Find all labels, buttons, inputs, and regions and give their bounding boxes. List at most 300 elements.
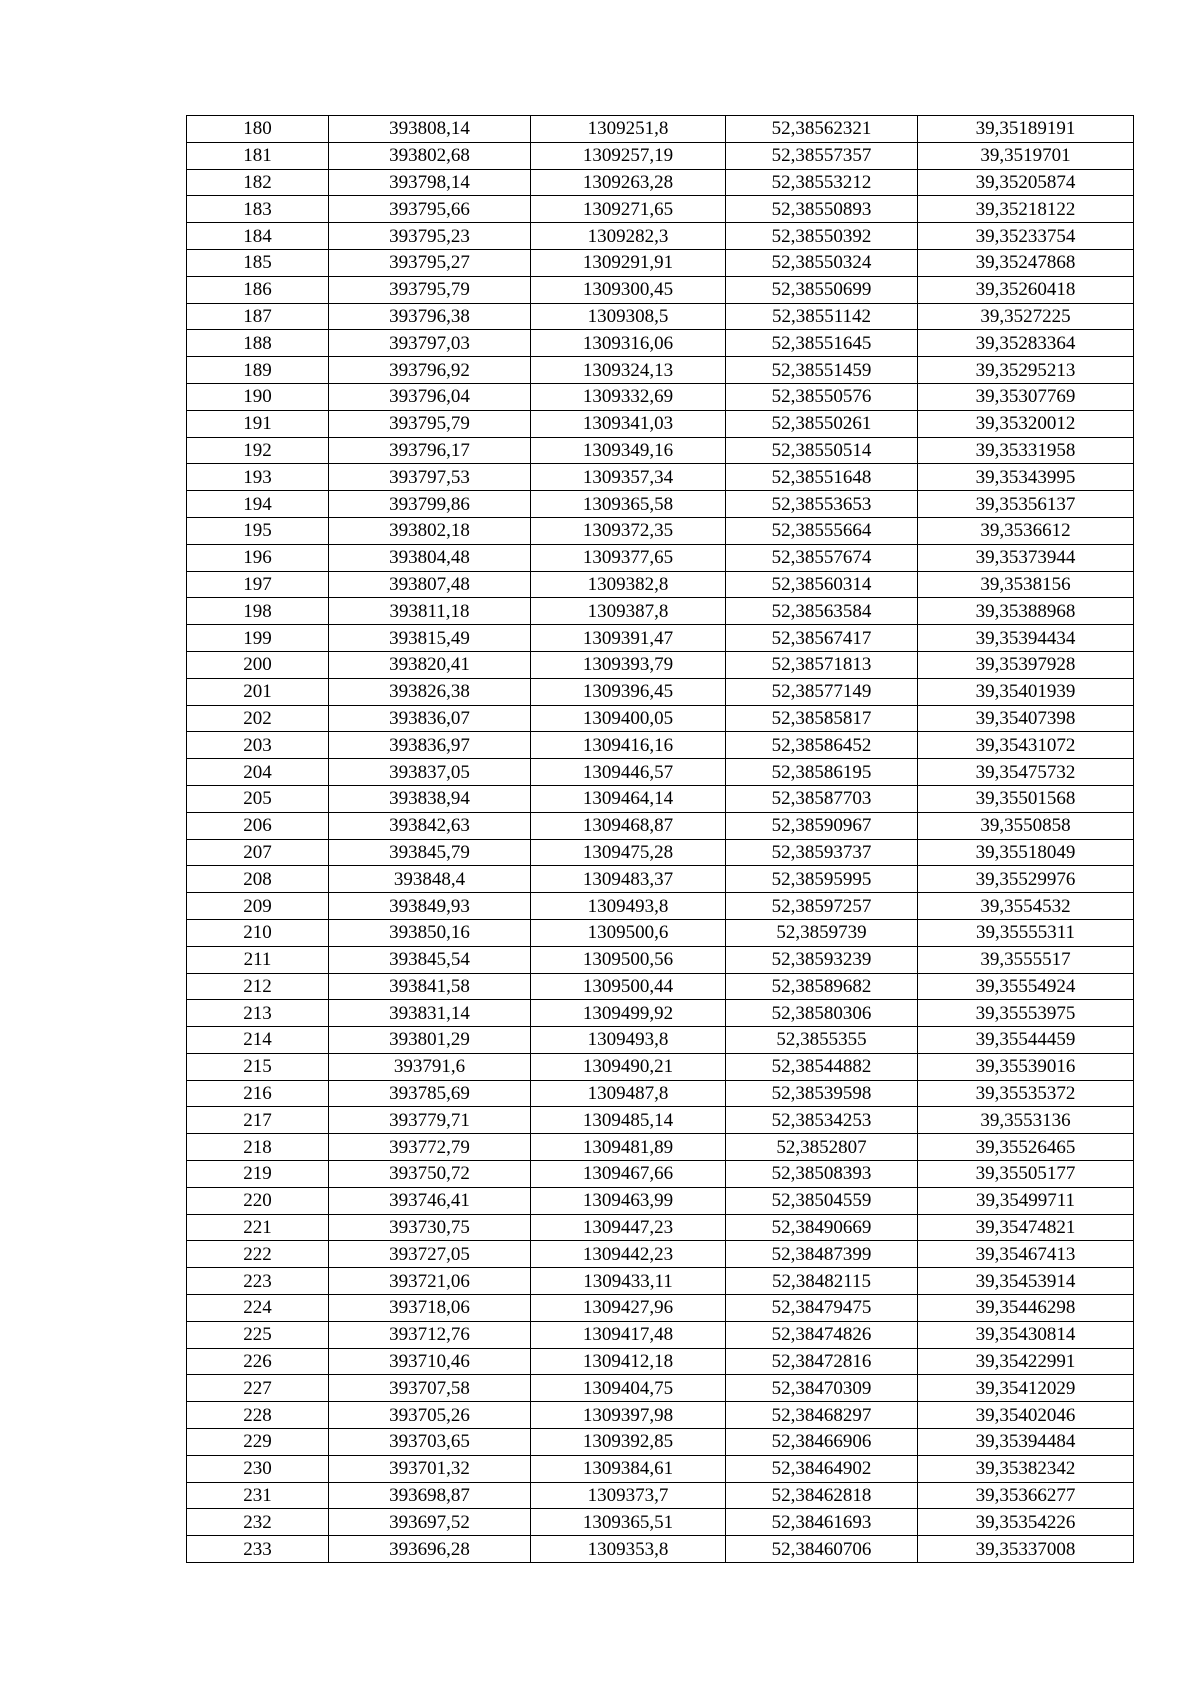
y-coordinate-cell: 1309316,06 xyxy=(531,330,726,357)
latitude-cell: 52,38586195 xyxy=(726,759,918,786)
longitude-cell: 39,35412029 xyxy=(918,1375,1134,1402)
y-coordinate-cell: 1309475,28 xyxy=(531,839,726,866)
latitude-cell: 52,38595995 xyxy=(726,866,918,893)
longitude-cell: 39,3554532 xyxy=(918,893,1134,920)
table-row xyxy=(187,116,1134,143)
latitude-cell: 52,38551142 xyxy=(726,303,918,330)
point-number-cell: 201 xyxy=(187,678,329,705)
point-number-cell: 182 xyxy=(187,169,329,196)
table-row xyxy=(187,625,1134,652)
latitude-cell: 52,38589682 xyxy=(726,973,918,1000)
table-row xyxy=(187,410,1134,437)
table-row xyxy=(187,705,1134,732)
table-row xyxy=(187,1482,1134,1509)
point-number-cell: 199 xyxy=(187,625,329,652)
y-coordinate-cell: 1309332,69 xyxy=(531,383,726,410)
longitude-cell: 39,35373944 xyxy=(918,544,1134,571)
point-number-cell: 222 xyxy=(187,1241,329,1268)
x-coordinate-cell: 393802,68 xyxy=(329,142,531,169)
longitude-cell: 39,35453914 xyxy=(918,1268,1134,1295)
latitude-cell: 52,38586452 xyxy=(726,732,918,759)
point-number-cell: 181 xyxy=(187,142,329,169)
y-coordinate-cell: 1309263,28 xyxy=(531,169,726,196)
latitude-cell: 52,38553653 xyxy=(726,491,918,518)
table-row xyxy=(187,491,1134,518)
y-coordinate-cell: 1309377,65 xyxy=(531,544,726,571)
latitude-cell: 52,38563584 xyxy=(726,598,918,625)
table-row xyxy=(187,946,1134,973)
latitude-cell: 52,38567417 xyxy=(726,625,918,652)
point-number-cell: 226 xyxy=(187,1348,329,1375)
longitude-cell: 39,35402046 xyxy=(918,1402,1134,1429)
table-row xyxy=(187,785,1134,812)
point-number-cell: 197 xyxy=(187,571,329,598)
table-row xyxy=(187,437,1134,464)
table-row xyxy=(187,1295,1134,1322)
longitude-cell: 39,35505177 xyxy=(918,1161,1134,1188)
longitude-cell: 39,35431072 xyxy=(918,732,1134,759)
latitude-cell: 52,3859739 xyxy=(726,919,918,946)
x-coordinate-cell: 393750,72 xyxy=(329,1161,531,1188)
x-coordinate-cell: 393696,28 xyxy=(329,1536,531,1563)
latitude-cell: 52,38482115 xyxy=(726,1268,918,1295)
latitude-cell: 52,38508393 xyxy=(726,1161,918,1188)
x-coordinate-cell: 393799,86 xyxy=(329,491,531,518)
longitude-cell: 39,35397928 xyxy=(918,651,1134,678)
x-coordinate-cell: 393841,58 xyxy=(329,973,531,1000)
y-coordinate-cell: 1309372,35 xyxy=(531,517,726,544)
latitude-cell: 52,38462818 xyxy=(726,1482,918,1509)
table-row xyxy=(187,1027,1134,1054)
x-coordinate-cell: 393698,87 xyxy=(329,1482,531,1509)
y-coordinate-cell: 1309493,8 xyxy=(531,1027,726,1054)
point-number-cell: 218 xyxy=(187,1134,329,1161)
table-row xyxy=(187,223,1134,250)
coordinates-table xyxy=(186,115,1134,1563)
latitude-cell: 52,38550514 xyxy=(726,437,918,464)
longitude-cell: 39,35307769 xyxy=(918,383,1134,410)
y-coordinate-cell: 1309396,45 xyxy=(531,678,726,705)
y-coordinate-cell: 1309324,13 xyxy=(531,357,726,384)
point-number-cell: 205 xyxy=(187,785,329,812)
table-row xyxy=(187,812,1134,839)
y-coordinate-cell: 1309357,34 xyxy=(531,464,726,491)
point-number-cell: 204 xyxy=(187,759,329,786)
x-coordinate-cell: 393701,32 xyxy=(329,1455,531,1482)
longitude-cell: 39,3555517 xyxy=(918,946,1134,973)
table-row xyxy=(187,1375,1134,1402)
latitude-cell: 52,3855355 xyxy=(726,1027,918,1054)
x-coordinate-cell: 393801,29 xyxy=(329,1027,531,1054)
longitude-cell: 39,3553136 xyxy=(918,1107,1134,1134)
point-number-cell: 184 xyxy=(187,223,329,250)
point-number-cell: 191 xyxy=(187,410,329,437)
y-coordinate-cell: 1309257,19 xyxy=(531,142,726,169)
x-coordinate-cell: 393837,05 xyxy=(329,759,531,786)
x-coordinate-cell: 393838,94 xyxy=(329,785,531,812)
x-coordinate-cell: 393842,63 xyxy=(329,812,531,839)
y-coordinate-cell: 1309447,23 xyxy=(531,1214,726,1241)
x-coordinate-cell: 393815,49 xyxy=(329,625,531,652)
point-number-cell: 195 xyxy=(187,517,329,544)
point-number-cell: 221 xyxy=(187,1214,329,1241)
x-coordinate-cell: 393797,53 xyxy=(329,464,531,491)
longitude-cell: 39,3519701 xyxy=(918,142,1134,169)
table-row xyxy=(187,276,1134,303)
y-coordinate-cell: 1309300,45 xyxy=(531,276,726,303)
latitude-cell: 52,38555664 xyxy=(726,517,918,544)
point-number-cell: 187 xyxy=(187,303,329,330)
point-number-cell: 208 xyxy=(187,866,329,893)
x-coordinate-cell: 393848,4 xyxy=(329,866,531,893)
latitude-cell: 52,38466906 xyxy=(726,1429,918,1456)
longitude-cell: 39,35555311 xyxy=(918,919,1134,946)
latitude-cell: 52,38557357 xyxy=(726,142,918,169)
table-row xyxy=(187,1214,1134,1241)
point-number-cell: 207 xyxy=(187,839,329,866)
table-row xyxy=(187,303,1134,330)
longitude-cell: 39,35529976 xyxy=(918,866,1134,893)
y-coordinate-cell: 1309487,8 xyxy=(531,1080,726,1107)
y-coordinate-cell: 1309400,05 xyxy=(531,705,726,732)
y-coordinate-cell: 1309412,18 xyxy=(531,1348,726,1375)
latitude-cell: 52,38544882 xyxy=(726,1053,918,1080)
longitude-cell: 39,35283364 xyxy=(918,330,1134,357)
longitude-cell: 39,3538156 xyxy=(918,571,1134,598)
longitude-cell: 39,35475732 xyxy=(918,759,1134,786)
latitude-cell: 52,38460706 xyxy=(726,1536,918,1563)
latitude-cell: 52,38562321 xyxy=(726,116,918,143)
latitude-cell: 52,38551645 xyxy=(726,330,918,357)
point-number-cell: 189 xyxy=(187,357,329,384)
point-number-cell: 186 xyxy=(187,276,329,303)
longitude-cell: 39,35394484 xyxy=(918,1429,1134,1456)
latitude-cell: 52,38534253 xyxy=(726,1107,918,1134)
point-number-cell: 230 xyxy=(187,1455,329,1482)
table-row xyxy=(187,866,1134,893)
latitude-cell: 52,38470309 xyxy=(726,1375,918,1402)
x-coordinate-cell: 393808,14 xyxy=(329,116,531,143)
point-number-cell: 217 xyxy=(187,1107,329,1134)
latitude-cell: 52,38580306 xyxy=(726,1000,918,1027)
table-row xyxy=(187,598,1134,625)
x-coordinate-cell: 393836,07 xyxy=(329,705,531,732)
table-row xyxy=(187,678,1134,705)
table-row xyxy=(187,973,1134,1000)
y-coordinate-cell: 1309291,91 xyxy=(531,249,726,276)
point-number-cell: 200 xyxy=(187,651,329,678)
longitude-cell: 39,35260418 xyxy=(918,276,1134,303)
point-number-cell: 185 xyxy=(187,249,329,276)
y-coordinate-cell: 1309490,21 xyxy=(531,1053,726,1080)
y-coordinate-cell: 1309464,14 xyxy=(531,785,726,812)
y-coordinate-cell: 1309500,6 xyxy=(531,919,726,946)
y-coordinate-cell: 1309391,47 xyxy=(531,625,726,652)
latitude-cell: 52,38472816 xyxy=(726,1348,918,1375)
latitude-cell: 52,38468297 xyxy=(726,1402,918,1429)
y-coordinate-cell: 1309341,03 xyxy=(531,410,726,437)
y-coordinate-cell: 1309485,14 xyxy=(531,1107,726,1134)
table-row xyxy=(187,732,1134,759)
y-coordinate-cell: 1309382,8 xyxy=(531,571,726,598)
longitude-cell: 39,35394434 xyxy=(918,625,1134,652)
table-row xyxy=(187,464,1134,491)
x-coordinate-cell: 393807,48 xyxy=(329,571,531,598)
point-number-cell: 212 xyxy=(187,973,329,1000)
longitude-cell: 39,35526465 xyxy=(918,1134,1134,1161)
y-coordinate-cell: 1309499,92 xyxy=(531,1000,726,1027)
y-coordinate-cell: 1309373,7 xyxy=(531,1482,726,1509)
table-row xyxy=(187,1268,1134,1295)
latitude-cell: 52,38593737 xyxy=(726,839,918,866)
latitude-cell: 52,38597257 xyxy=(726,893,918,920)
longitude-cell: 39,35474821 xyxy=(918,1214,1134,1241)
x-coordinate-cell: 393785,69 xyxy=(329,1080,531,1107)
x-coordinate-cell: 393795,23 xyxy=(329,223,531,250)
table-row xyxy=(187,893,1134,920)
longitude-cell: 39,35407398 xyxy=(918,705,1134,732)
longitude-cell: 39,35354226 xyxy=(918,1509,1134,1536)
y-coordinate-cell: 1309446,57 xyxy=(531,759,726,786)
point-number-cell: 224 xyxy=(187,1295,329,1322)
x-coordinate-cell: 393836,97 xyxy=(329,732,531,759)
y-coordinate-cell: 1309384,61 xyxy=(531,1455,726,1482)
point-number-cell: 196 xyxy=(187,544,329,571)
x-coordinate-cell: 393697,52 xyxy=(329,1509,531,1536)
y-coordinate-cell: 1309433,11 xyxy=(531,1268,726,1295)
y-coordinate-cell: 1309468,87 xyxy=(531,812,726,839)
table-row xyxy=(187,544,1134,571)
longitude-cell: 39,35544459 xyxy=(918,1027,1134,1054)
latitude-cell: 52,38504559 xyxy=(726,1187,918,1214)
longitude-cell: 39,35205874 xyxy=(918,169,1134,196)
point-number-cell: 220 xyxy=(187,1187,329,1214)
latitude-cell: 52,38464902 xyxy=(726,1455,918,1482)
x-coordinate-cell: 393796,17 xyxy=(329,437,531,464)
table-row xyxy=(187,1536,1134,1563)
table-row xyxy=(187,1161,1134,1188)
x-coordinate-cell: 393796,38 xyxy=(329,303,531,330)
longitude-cell: 39,35320012 xyxy=(918,410,1134,437)
x-coordinate-cell: 393791,6 xyxy=(329,1053,531,1080)
table-row xyxy=(187,1107,1134,1134)
longitude-cell: 39,35247868 xyxy=(918,249,1134,276)
latitude-cell: 52,38553212 xyxy=(726,169,918,196)
point-number-cell: 219 xyxy=(187,1161,329,1188)
x-coordinate-cell: 393779,71 xyxy=(329,1107,531,1134)
point-number-cell: 228 xyxy=(187,1402,329,1429)
latitude-cell: 52,38474826 xyxy=(726,1321,918,1348)
y-coordinate-cell: 1309427,96 xyxy=(531,1295,726,1322)
table-row xyxy=(187,1134,1134,1161)
table-row xyxy=(187,383,1134,410)
y-coordinate-cell: 1309463,99 xyxy=(531,1187,726,1214)
point-number-cell: 233 xyxy=(187,1536,329,1563)
x-coordinate-cell: 393804,48 xyxy=(329,544,531,571)
y-coordinate-cell: 1309500,56 xyxy=(531,946,726,973)
point-number-cell: 231 xyxy=(187,1482,329,1509)
longitude-cell: 39,35401939 xyxy=(918,678,1134,705)
longitude-cell: 39,35189191 xyxy=(918,116,1134,143)
point-number-cell: 229 xyxy=(187,1429,329,1456)
latitude-cell: 52,38550699 xyxy=(726,276,918,303)
x-coordinate-cell: 393718,06 xyxy=(329,1295,531,1322)
table-row xyxy=(187,1429,1134,1456)
latitude-cell: 52,38539598 xyxy=(726,1080,918,1107)
point-number-cell: 225 xyxy=(187,1321,329,1348)
point-number-cell: 214 xyxy=(187,1027,329,1054)
latitude-cell: 52,38550392 xyxy=(726,223,918,250)
point-number-cell: 210 xyxy=(187,919,329,946)
table-row xyxy=(187,1348,1134,1375)
x-coordinate-cell: 393746,41 xyxy=(329,1187,531,1214)
x-coordinate-cell: 393710,46 xyxy=(329,1348,531,1375)
y-coordinate-cell: 1309467,66 xyxy=(531,1161,726,1188)
x-coordinate-cell: 393712,76 xyxy=(329,1321,531,1348)
x-coordinate-cell: 393820,41 xyxy=(329,651,531,678)
table-row xyxy=(187,1000,1134,1027)
y-coordinate-cell: 1309365,51 xyxy=(531,1509,726,1536)
point-number-cell: 223 xyxy=(187,1268,329,1295)
x-coordinate-cell: 393831,14 xyxy=(329,1000,531,1027)
longitude-cell: 39,35430814 xyxy=(918,1321,1134,1348)
latitude-cell: 52,38557674 xyxy=(726,544,918,571)
x-coordinate-cell: 393845,54 xyxy=(329,946,531,973)
y-coordinate-cell: 1309404,75 xyxy=(531,1375,726,1402)
table-row xyxy=(187,1187,1134,1214)
table-row xyxy=(187,1321,1134,1348)
x-coordinate-cell: 393703,65 xyxy=(329,1429,531,1456)
longitude-cell: 39,35295213 xyxy=(918,357,1134,384)
point-number-cell: 202 xyxy=(187,705,329,732)
table-row xyxy=(187,1080,1134,1107)
table-row xyxy=(187,1455,1134,1482)
longitude-cell: 39,35366277 xyxy=(918,1482,1134,1509)
point-number-cell: 206 xyxy=(187,812,329,839)
longitude-cell: 39,35554924 xyxy=(918,973,1134,1000)
latitude-cell: 52,38550261 xyxy=(726,410,918,437)
y-coordinate-cell: 1309251,8 xyxy=(531,116,726,143)
table-row xyxy=(187,759,1134,786)
longitude-cell: 39,35331958 xyxy=(918,437,1134,464)
latitude-cell: 52,38461693 xyxy=(726,1509,918,1536)
longitude-cell: 39,35337008 xyxy=(918,1536,1134,1563)
y-coordinate-cell: 1309387,8 xyxy=(531,598,726,625)
point-number-cell: 198 xyxy=(187,598,329,625)
latitude-cell: 52,38571813 xyxy=(726,651,918,678)
table-row xyxy=(187,1509,1134,1536)
longitude-cell: 39,35343995 xyxy=(918,464,1134,491)
table-row xyxy=(187,517,1134,544)
x-coordinate-cell: 393849,93 xyxy=(329,893,531,920)
table-row xyxy=(187,839,1134,866)
latitude-cell: 52,38550576 xyxy=(726,383,918,410)
latitude-cell: 52,38479475 xyxy=(726,1295,918,1322)
longitude-cell: 39,35501568 xyxy=(918,785,1134,812)
table-row xyxy=(187,1402,1134,1429)
x-coordinate-cell: 393811,18 xyxy=(329,598,531,625)
table-row xyxy=(187,1241,1134,1268)
longitude-cell: 39,3550858 xyxy=(918,812,1134,839)
latitude-cell: 52,38585817 xyxy=(726,705,918,732)
y-coordinate-cell: 1309353,8 xyxy=(531,1536,726,1563)
y-coordinate-cell: 1309393,79 xyxy=(531,651,726,678)
point-number-cell: 203 xyxy=(187,732,329,759)
table-row xyxy=(187,357,1134,384)
point-number-cell: 192 xyxy=(187,437,329,464)
y-coordinate-cell: 1309481,89 xyxy=(531,1134,726,1161)
table-row xyxy=(187,651,1134,678)
table-row xyxy=(187,571,1134,598)
table-row xyxy=(187,330,1134,357)
y-coordinate-cell: 1309349,16 xyxy=(531,437,726,464)
latitude-cell: 52,38551459 xyxy=(726,357,918,384)
table-row xyxy=(187,1053,1134,1080)
latitude-cell: 52,38587703 xyxy=(726,785,918,812)
point-number-cell: 190 xyxy=(187,383,329,410)
point-number-cell: 215 xyxy=(187,1053,329,1080)
point-number-cell: 194 xyxy=(187,491,329,518)
point-number-cell: 183 xyxy=(187,196,329,223)
latitude-cell: 52,38560314 xyxy=(726,571,918,598)
longitude-cell: 39,3527225 xyxy=(918,303,1134,330)
latitude-cell: 52,38550893 xyxy=(726,196,918,223)
x-coordinate-cell: 393795,27 xyxy=(329,249,531,276)
latitude-cell: 52,38550324 xyxy=(726,249,918,276)
point-number-cell: 213 xyxy=(187,1000,329,1027)
y-coordinate-cell: 1309417,48 xyxy=(531,1321,726,1348)
latitude-cell: 52,38487399 xyxy=(726,1241,918,1268)
x-coordinate-cell: 393826,38 xyxy=(329,678,531,705)
y-coordinate-cell: 1309271,65 xyxy=(531,196,726,223)
longitude-cell: 39,35467413 xyxy=(918,1241,1134,1268)
x-coordinate-cell: 393795,66 xyxy=(329,196,531,223)
point-number-cell: 211 xyxy=(187,946,329,973)
longitude-cell: 39,35382342 xyxy=(918,1455,1134,1482)
latitude-cell: 52,38590967 xyxy=(726,812,918,839)
y-coordinate-cell: 1309392,85 xyxy=(531,1429,726,1456)
y-coordinate-cell: 1309483,37 xyxy=(531,866,726,893)
table-row xyxy=(187,919,1134,946)
y-coordinate-cell: 1309500,44 xyxy=(531,973,726,1000)
latitude-cell: 52,38593239 xyxy=(726,946,918,973)
x-coordinate-cell: 393727,05 xyxy=(329,1241,531,1268)
longitude-cell: 39,35553975 xyxy=(918,1000,1134,1027)
longitude-cell: 39,35388968 xyxy=(918,598,1134,625)
latitude-cell: 52,38551648 xyxy=(726,464,918,491)
x-coordinate-cell: 393797,03 xyxy=(329,330,531,357)
y-coordinate-cell: 1309397,98 xyxy=(531,1402,726,1429)
y-coordinate-cell: 1309365,58 xyxy=(531,491,726,518)
table-row xyxy=(187,249,1134,276)
x-coordinate-cell: 393772,79 xyxy=(329,1134,531,1161)
longitude-cell: 39,35218122 xyxy=(918,196,1134,223)
point-number-cell: 188 xyxy=(187,330,329,357)
x-coordinate-cell: 393798,14 xyxy=(329,169,531,196)
longitude-cell: 39,3536612 xyxy=(918,517,1134,544)
x-coordinate-cell: 393721,06 xyxy=(329,1268,531,1295)
point-number-cell: 209 xyxy=(187,893,329,920)
point-number-cell: 232 xyxy=(187,1509,329,1536)
x-coordinate-cell: 393796,04 xyxy=(329,383,531,410)
longitude-cell: 39,35499711 xyxy=(918,1187,1134,1214)
longitude-cell: 39,35518049 xyxy=(918,839,1134,866)
point-number-cell: 193 xyxy=(187,464,329,491)
x-coordinate-cell: 393707,58 xyxy=(329,1375,531,1402)
point-number-cell: 180 xyxy=(187,116,329,143)
y-coordinate-cell: 1309282,3 xyxy=(531,223,726,250)
y-coordinate-cell: 1309308,5 xyxy=(531,303,726,330)
